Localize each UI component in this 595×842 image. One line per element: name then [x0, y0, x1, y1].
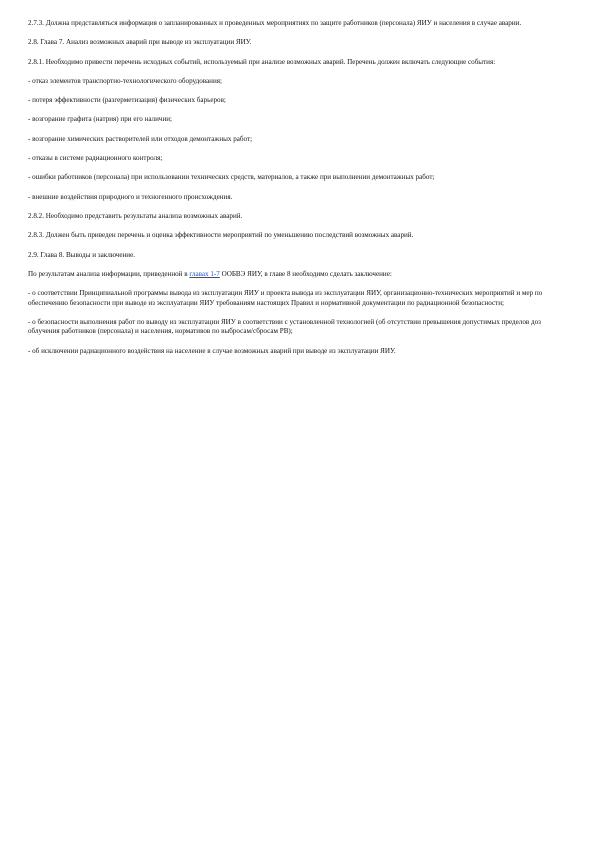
list-item-monitoring-failure: - отказы в системе радиационного контроля;: [28, 154, 163, 163]
list-item-external-impacts: - внешние воздействия природного и техногенного происхождения.: [28, 192, 233, 201]
paragraph-2-8-3: 2.8.3. Должен быть приведен перечень и оценка эффективности мероприятий по уменьшению последствий возможных аварий.: [28, 231, 414, 240]
list-item-work-safety: - о безопасности выполнения работ по выводу из эксплуатации ЯИУ в соответствии с установленной технологией (об отсутствии превышения допустимых пределов доз облучения работников (персонала) и населения, нормативов по выбросам/сбросам РВ);: [28, 317, 541, 336]
paragraph-2-8-2: 2.8.2. Необходимо представить результаты анализа возможных аварий.: [28, 211, 243, 220]
heading-chapter-7: 2.8. Глава 7. Анализ возможных аварий при выводе из эксплуатации ЯИУ.: [28, 38, 252, 47]
paragraph-2-7-3: 2.7.3. Должна представляться информация о запланированных и проведенных мероприятиях по защите работников (персонала) ЯИУ и населения в случае аварии.: [28, 19, 522, 27]
list-item-graphite-fire: - возгорание графита (натрия) при его наличии;: [28, 115, 173, 124]
list-item-barrier-loss: - потеря эффективности (разгерметизация) физических барьеров;: [28, 96, 226, 105]
document-page: [28, 19, 556, 366]
conclusion-text-after: ООБВЭ ЯИУ, в главе 8 необходимо сделать заключение:: [219, 269, 392, 278]
list-item-personnel-errors: - ошибки работников (персонала) при использовании технических средств, материалов, а также при выполнении демонтажных работ;: [28, 173, 435, 182]
list-item-compliance: - о соответствии Принципиальной программы вывода из эксплуатации ЯИУ и проекта вывода из эксплуатации ЯИУ, организационно-технических мероприятий и мер по обеспечению безопасности при выводе из эксплуатации ЯИУ требованиям настоящих Правил и нормативной документации по радиационной безопасности;: [28, 289, 543, 307]
list-item-equipment-failure: - отказ элементов транспортно-технологического оборудования;: [28, 76, 223, 85]
chapters-1-7-link[interactable]: главах 1-7: [189, 269, 220, 278]
list-item-no-public-exposure: - об исключении радиационного воздействия на население в случае возможных аварий при выводе из эксплуатации ЯИУ.: [28, 346, 396, 355]
paragraph-conclusion-intro: [28, 270, 556, 279]
conclusion-text-before: По результатам анализа информации, приведенной в: [28, 269, 190, 278]
list-item-chemical-fire: - возгорание химических растворителей или отходов демонтажных работ;: [28, 134, 253, 143]
paragraph-2-8-1: 2.8.1. Необходимо привести перечень исходных событий, используемый при анализе возможных аварий. Перечень должен включать следующие события:: [28, 57, 496, 66]
heading-chapter-8: 2.9. Глава 8. Выводы и заключение.: [28, 250, 135, 259]
